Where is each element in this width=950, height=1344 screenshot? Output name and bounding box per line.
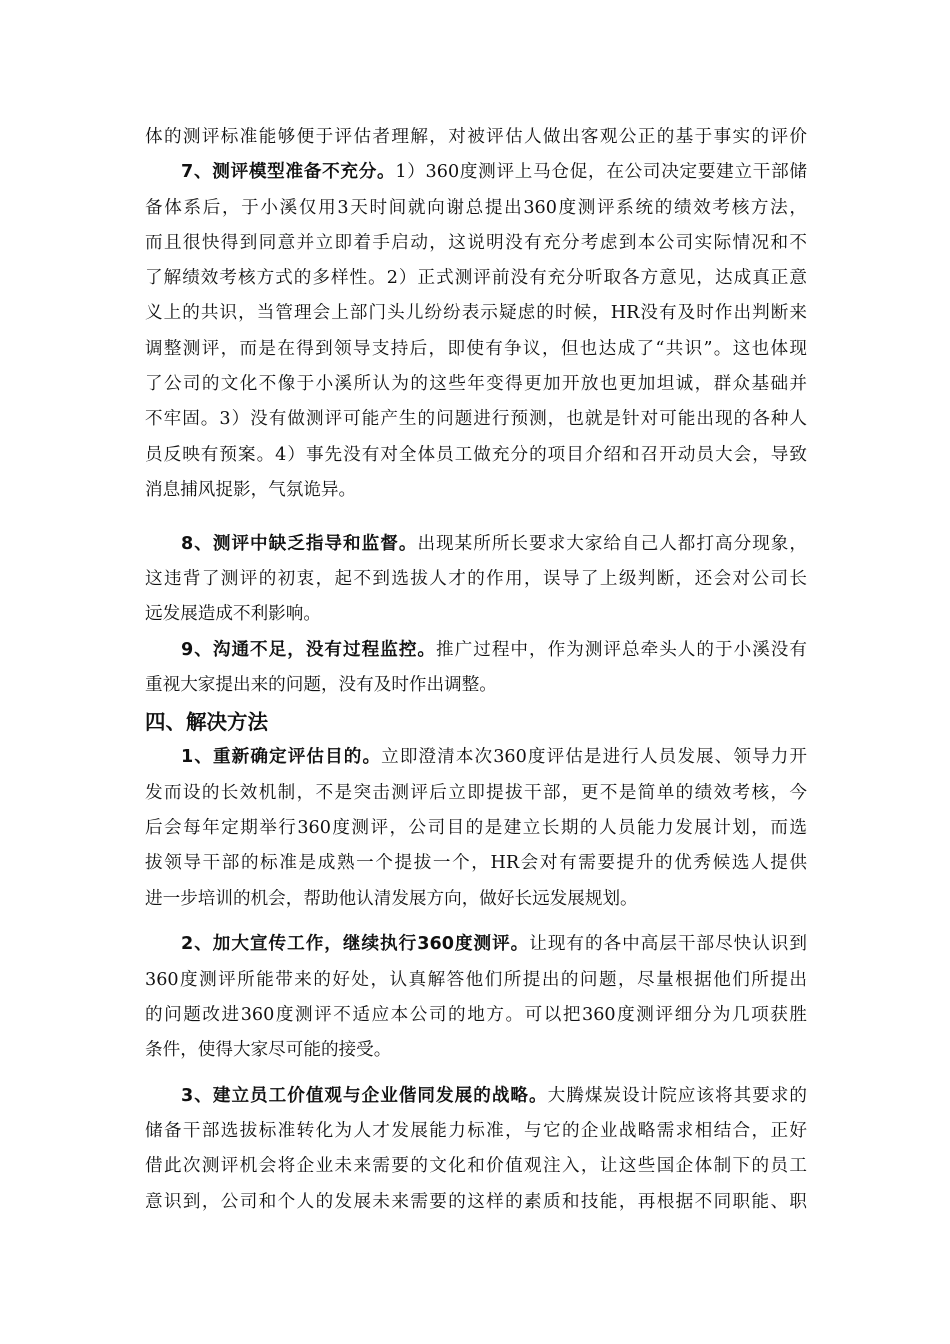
solution-3-title: 3、建立员工价值观与企业偕同发展的战略。 bbox=[181, 1086, 548, 1106]
text-line: 备体系后，于小溪仅用3天时间就向谢总提出360度测评系统的绩效考核方法， bbox=[145, 198, 807, 218]
item-9-title: 9、沟通不足，没有过程监控。 bbox=[181, 640, 437, 660]
text-line: 拔领导干部的标准是成熟一个提拔一个，HR会对有需要提升的优秀候选人提供 bbox=[145, 853, 807, 873]
item-7-title: 7、测评模型准备不充分。 bbox=[181, 162, 396, 182]
text-line: 的问题改进360度测评不适应本公司的地方。可以把360度测评细分为几项获胜 bbox=[145, 1005, 807, 1025]
text-line: 借此次测评机会将企业未来需要的文化和价值观注入，让这些国企体制下的员工 bbox=[145, 1156, 807, 1176]
text-line: 重视大家提出来的问题，没有及时作出调整。 bbox=[145, 675, 497, 695]
text-line: 远发展造成不利影响。 bbox=[145, 604, 321, 624]
solution-2-start bbox=[181, 931, 807, 957]
solution-3-start bbox=[181, 1083, 807, 1109]
text-line: 这违背了测评的初衷，起不到选拔人才的作用，误导了上级判断，还会对公司长 bbox=[145, 569, 807, 589]
solution-3-text: 大腾煤炭设计院应该将其要求的 bbox=[547, 1086, 807, 1106]
text-line: 360度测评所能带来的好处，认真解答他们所提出的问题，尽量根据他们所提出 bbox=[145, 970, 807, 990]
text-line: 调整测评，而是在得到领导支持后，即使有争议，但也达成了“共识”。这也体现 bbox=[145, 339, 807, 359]
text-line: 储备干部选拔标准转化为人才发展能力标准，与它的企业战略需求相结合，正好 bbox=[145, 1121, 807, 1141]
text-line: 进一步培训的机会，帮助他认清发展方向，做好长远发展规划。 bbox=[145, 889, 638, 909]
solution-1-text: 立即澄清本次360度评估是进行人员发展、领导力开 bbox=[381, 747, 807, 767]
text-line: 义上的共识，当管理会上部门头儿纷纷表示疑虑的时候，HR没有及时作出判断来 bbox=[145, 303, 807, 323]
text-line: 消息捕风捉影，气氛诡异。 bbox=[145, 480, 357, 500]
text-line: 后会每年定期举行360度测评，公司目的是建立长期的人员能力发展计划，而选 bbox=[145, 818, 807, 838]
solution-1-title: 1、重新确定评估目的。 bbox=[181, 747, 382, 767]
item-9-text: 推广过程中，作为测评总牵头人的于小溪没有 bbox=[436, 640, 807, 660]
text-line: 而且很快得到同意并立即着手启动，这说明没有充分考虑到本公司实际情况和不 bbox=[145, 233, 807, 253]
paragraph-7-start bbox=[181, 159, 807, 185]
text-line: 意识到，公司和个人的发展未来需要的这样的素质和技能，再根据不同职能、职 bbox=[145, 1192, 807, 1212]
item-8-title: 8、测评中缺乏指导和监督。 bbox=[181, 534, 418, 554]
text-line: 了解绩效考核方式的多样性。2）正式测评前没有充分听取各方意见，达成真正意 bbox=[145, 268, 807, 288]
text-line: 了公司的文化不像于小溪所认为的这些年变得更加开放也更加坦诚，群众基础并 bbox=[145, 374, 807, 394]
text-line: 条件，使得大家尽可能的接受。 bbox=[145, 1040, 392, 1060]
item-8-text: 出现某所所长要求大家给自己人都打高分现象， bbox=[417, 534, 807, 554]
solution-2-text: 让现有的各中高层干部尽快认识到 bbox=[529, 934, 807, 954]
item-7-text: 1）360度测评上马仓促，在公司决定要建立干部储 bbox=[395, 162, 807, 182]
paragraph-9-start bbox=[181, 637, 807, 663]
paragraph-8-start bbox=[181, 531, 807, 557]
text-line: 发而设的长效机制，不是突击测评后立即提拔干部，更不是简单的绩效考核，今 bbox=[145, 783, 807, 803]
section-heading: 四、解决方法 bbox=[145, 710, 268, 734]
text-line: 员反映有预案。4）事先没有对全体员工做充分的项目介绍和召开动员大会，导致 bbox=[145, 445, 807, 465]
text-line: 体的测评标准能够便于评估者理解，对被评估人做出客观公正的基于事实的评价 bbox=[145, 127, 807, 147]
solution-2-title: 2、加大宣传工作，继续执行360度测评。 bbox=[181, 934, 530, 954]
solution-1-start bbox=[181, 744, 807, 770]
text-line: 不牢固。3）没有做测评可能产生的问题进行预测，也就是针对可能出现的各种人 bbox=[145, 409, 807, 429]
